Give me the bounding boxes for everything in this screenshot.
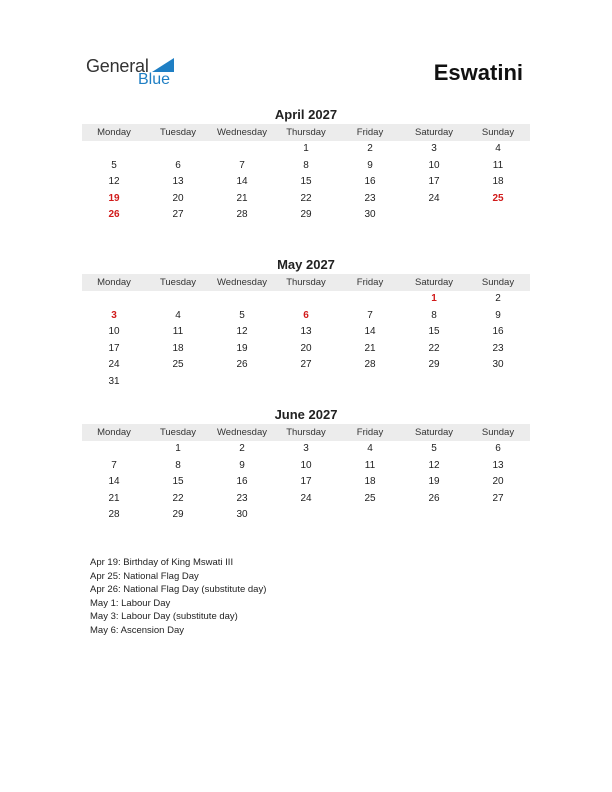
day-cell: 3 <box>303 443 309 454</box>
day-cell: 3 <box>431 143 437 154</box>
day-cell: 2 <box>239 443 245 454</box>
day-cell <box>274 507 338 524</box>
weekday-header: Sunday <box>481 127 515 138</box>
day-cell: 25 <box>364 492 376 504</box>
holiday-note: Apr 26: National Flag Day (substitute day) <box>90 584 267 595</box>
day-cell: 12 <box>236 326 248 338</box>
day-cell: 23 <box>492 342 504 354</box>
day-cell <box>210 374 274 391</box>
day-cell <box>146 291 210 308</box>
day-cell: 23 <box>236 492 248 504</box>
day-cell: 22 <box>428 342 440 354</box>
weekday-header: Friday <box>356 427 384 438</box>
day-cell <box>338 291 402 308</box>
logo-text-blue: Blue <box>138 71 171 88</box>
day-cell: 6 <box>303 309 309 321</box>
week-row <box>82 308 530 325</box>
day-cell: 14 <box>364 326 376 338</box>
logo-text-general: General <box>86 56 149 76</box>
day-cell: 27 <box>492 492 504 504</box>
day-cell <box>466 374 530 391</box>
holiday-note: May 1: Labour Day <box>90 597 171 609</box>
weekday-header: Tuesday <box>159 127 197 138</box>
weekday-header: Saturday <box>414 127 454 138</box>
weekday-header-row <box>82 274 530 291</box>
day-cell: 2 <box>367 143 373 154</box>
day-cell: 29 <box>428 359 440 371</box>
week-row <box>82 491 530 508</box>
day-cell: 5 <box>431 443 437 454</box>
day-cell: 15 <box>300 176 312 188</box>
day-cell: 26 <box>108 209 120 221</box>
day-cell <box>274 374 338 391</box>
day-cell <box>82 441 146 458</box>
day-cell: 7 <box>111 459 117 471</box>
week-row <box>82 141 530 158</box>
week-row <box>82 507 530 524</box>
day-cell: 21 <box>108 492 120 504</box>
day-cell: 16 <box>364 176 376 188</box>
day-cell: 28 <box>108 509 120 521</box>
day-cell: 30 <box>236 509 248 521</box>
weekday-header: Wednesday <box>217 427 267 438</box>
weekday-header-row <box>82 124 530 141</box>
day-cell: 23 <box>364 192 376 204</box>
day-cell: 8 <box>175 459 181 471</box>
day-cell: 30 <box>492 359 504 371</box>
day-cell: 27 <box>300 359 312 371</box>
day-cell: 21 <box>236 192 248 204</box>
week-row <box>82 357 530 374</box>
day-cell <box>466 207 530 224</box>
day-cell: 24 <box>428 192 440 204</box>
day-cell: 24 <box>300 492 312 504</box>
day-cell: 15 <box>428 326 440 338</box>
day-cell: 7 <box>367 309 373 321</box>
day-cell: 6 <box>495 443 501 454</box>
day-cell: 4 <box>175 309 181 321</box>
day-cell: 11 <box>492 159 504 171</box>
week-row <box>82 474 530 491</box>
weekday-header: Wednesday <box>217 127 267 138</box>
week-row <box>82 341 530 358</box>
day-cell: 30 <box>364 209 376 221</box>
day-cell: 20 <box>172 192 184 204</box>
day-cell: 4 <box>367 443 373 454</box>
country-title: Eswatini <box>433 60 523 85</box>
weekday-header: Tuesday <box>159 427 197 438</box>
day-cell: 21 <box>364 342 376 354</box>
day-cell <box>146 141 210 158</box>
day-cell <box>402 374 466 391</box>
day-cell: 13 <box>492 459 504 471</box>
day-cell <box>402 207 466 224</box>
day-cell: 5 <box>111 159 117 171</box>
day-cell: 10 <box>108 326 120 338</box>
day-cell: 14 <box>236 176 248 188</box>
month-title: May 2027 <box>277 257 335 272</box>
day-cell: 19 <box>428 476 440 488</box>
day-cell: 17 <box>108 342 120 354</box>
day-cell: 18 <box>492 176 504 188</box>
weekday-header: Thursday <box>286 427 326 438</box>
month-title: April 2027 <box>274 107 338 122</box>
day-cell <box>210 291 274 308</box>
holiday-notes-list <box>90 556 266 637</box>
day-cell <box>82 291 146 308</box>
day-cell: 20 <box>492 476 504 488</box>
day-cell: 17 <box>428 176 440 188</box>
day-cell: 14 <box>108 476 120 488</box>
holiday-note: May 6: Ascension Day <box>90 624 184 636</box>
week-row <box>82 191 530 208</box>
week-row <box>82 158 530 175</box>
day-cell: 10 <box>428 159 440 171</box>
weekday-header: Saturday <box>414 277 454 288</box>
day-cell: 31 <box>108 375 120 387</box>
day-cell: 5 <box>239 309 245 321</box>
weekday-header-row <box>82 424 530 441</box>
weekday-header: Tuesday <box>159 277 197 288</box>
weekday-header: Saturday <box>414 427 454 438</box>
month-calendar-april <box>82 107 530 224</box>
weekday-header: Sunday <box>481 427 515 438</box>
day-cell: 8 <box>303 159 309 171</box>
day-cell: 28 <box>236 209 248 221</box>
week-row <box>82 441 530 458</box>
day-cell: 27 <box>172 209 184 221</box>
day-cell: 16 <box>236 476 248 488</box>
day-cell: 1 <box>175 443 181 454</box>
day-cell: 28 <box>364 359 376 371</box>
day-cell: 19 <box>108 192 120 204</box>
weekday-header: Monday <box>97 127 131 138</box>
day-cell <box>274 291 338 308</box>
day-cell: 25 <box>172 359 184 371</box>
day-cell: 26 <box>428 492 440 504</box>
day-cell: 19 <box>236 342 248 354</box>
day-cell: 13 <box>300 326 312 338</box>
weekday-header: Monday <box>97 427 131 438</box>
generalblue-logo <box>86 56 186 92</box>
day-cell <box>338 507 402 524</box>
day-cell: 16 <box>492 326 504 338</box>
day-cell: 18 <box>364 476 376 488</box>
holiday-note: Apr 19: Birthday of King Mswati III <box>90 557 234 568</box>
day-cell <box>210 141 274 158</box>
weekday-header: Sunday <box>481 277 515 288</box>
day-cell: 11 <box>364 459 376 471</box>
day-cell: 29 <box>172 509 184 521</box>
day-cell <box>82 141 146 158</box>
weekday-header: Thursday <box>286 127 326 138</box>
day-cell: 12 <box>428 459 440 471</box>
weekday-header: Wednesday <box>217 277 267 288</box>
day-cell: 17 <box>300 476 312 488</box>
week-row <box>82 374 530 391</box>
day-cell <box>146 374 210 391</box>
day-cell <box>466 507 530 524</box>
month-calendar-may <box>82 257 530 391</box>
day-cell: 8 <box>431 309 437 321</box>
day-cell: 22 <box>172 492 184 504</box>
weekday-header: Thursday <box>286 277 326 288</box>
day-cell: 13 <box>172 176 184 188</box>
day-cell <box>338 374 402 391</box>
week-row <box>82 207 530 224</box>
day-cell: 25 <box>492 192 504 204</box>
day-cell: 29 <box>300 209 312 221</box>
day-cell <box>402 507 466 524</box>
week-row <box>82 291 530 308</box>
weekday-header: Monday <box>97 277 131 288</box>
week-row <box>82 174 530 191</box>
day-cell: 6 <box>175 159 181 171</box>
day-cell: 1 <box>303 143 309 154</box>
day-cell: 1 <box>431 293 437 304</box>
weekday-header: Friday <box>356 127 384 138</box>
month-title: June 2027 <box>274 407 338 422</box>
day-cell: 7 <box>239 159 245 171</box>
week-row <box>82 458 530 475</box>
day-cell: 18 <box>172 342 184 354</box>
weekday-header: Friday <box>356 277 384 288</box>
holiday-note: May 3: Labour Day (substitute day) <box>90 611 238 622</box>
week-row <box>82 324 530 341</box>
day-cell: 24 <box>108 359 120 371</box>
day-cell: 9 <box>367 159 373 171</box>
day-cell: 9 <box>239 459 245 471</box>
day-cell: 26 <box>236 359 248 371</box>
day-cell: 2 <box>495 293 501 304</box>
day-cell: 9 <box>495 309 501 321</box>
logo-triangle-icon <box>152 58 174 72</box>
day-cell: 22 <box>300 192 312 204</box>
day-cell: 10 <box>300 459 312 471</box>
day-cell: 3 <box>111 309 117 321</box>
day-cell: 12 <box>108 176 120 188</box>
day-cell: 20 <box>300 342 312 354</box>
day-cell: 4 <box>495 143 501 154</box>
day-cell: 15 <box>172 476 184 488</box>
day-cell: 11 <box>172 326 184 338</box>
holiday-note: Apr 25: National Flag Day <box>90 570 199 582</box>
month-calendar-june <box>82 407 530 524</box>
